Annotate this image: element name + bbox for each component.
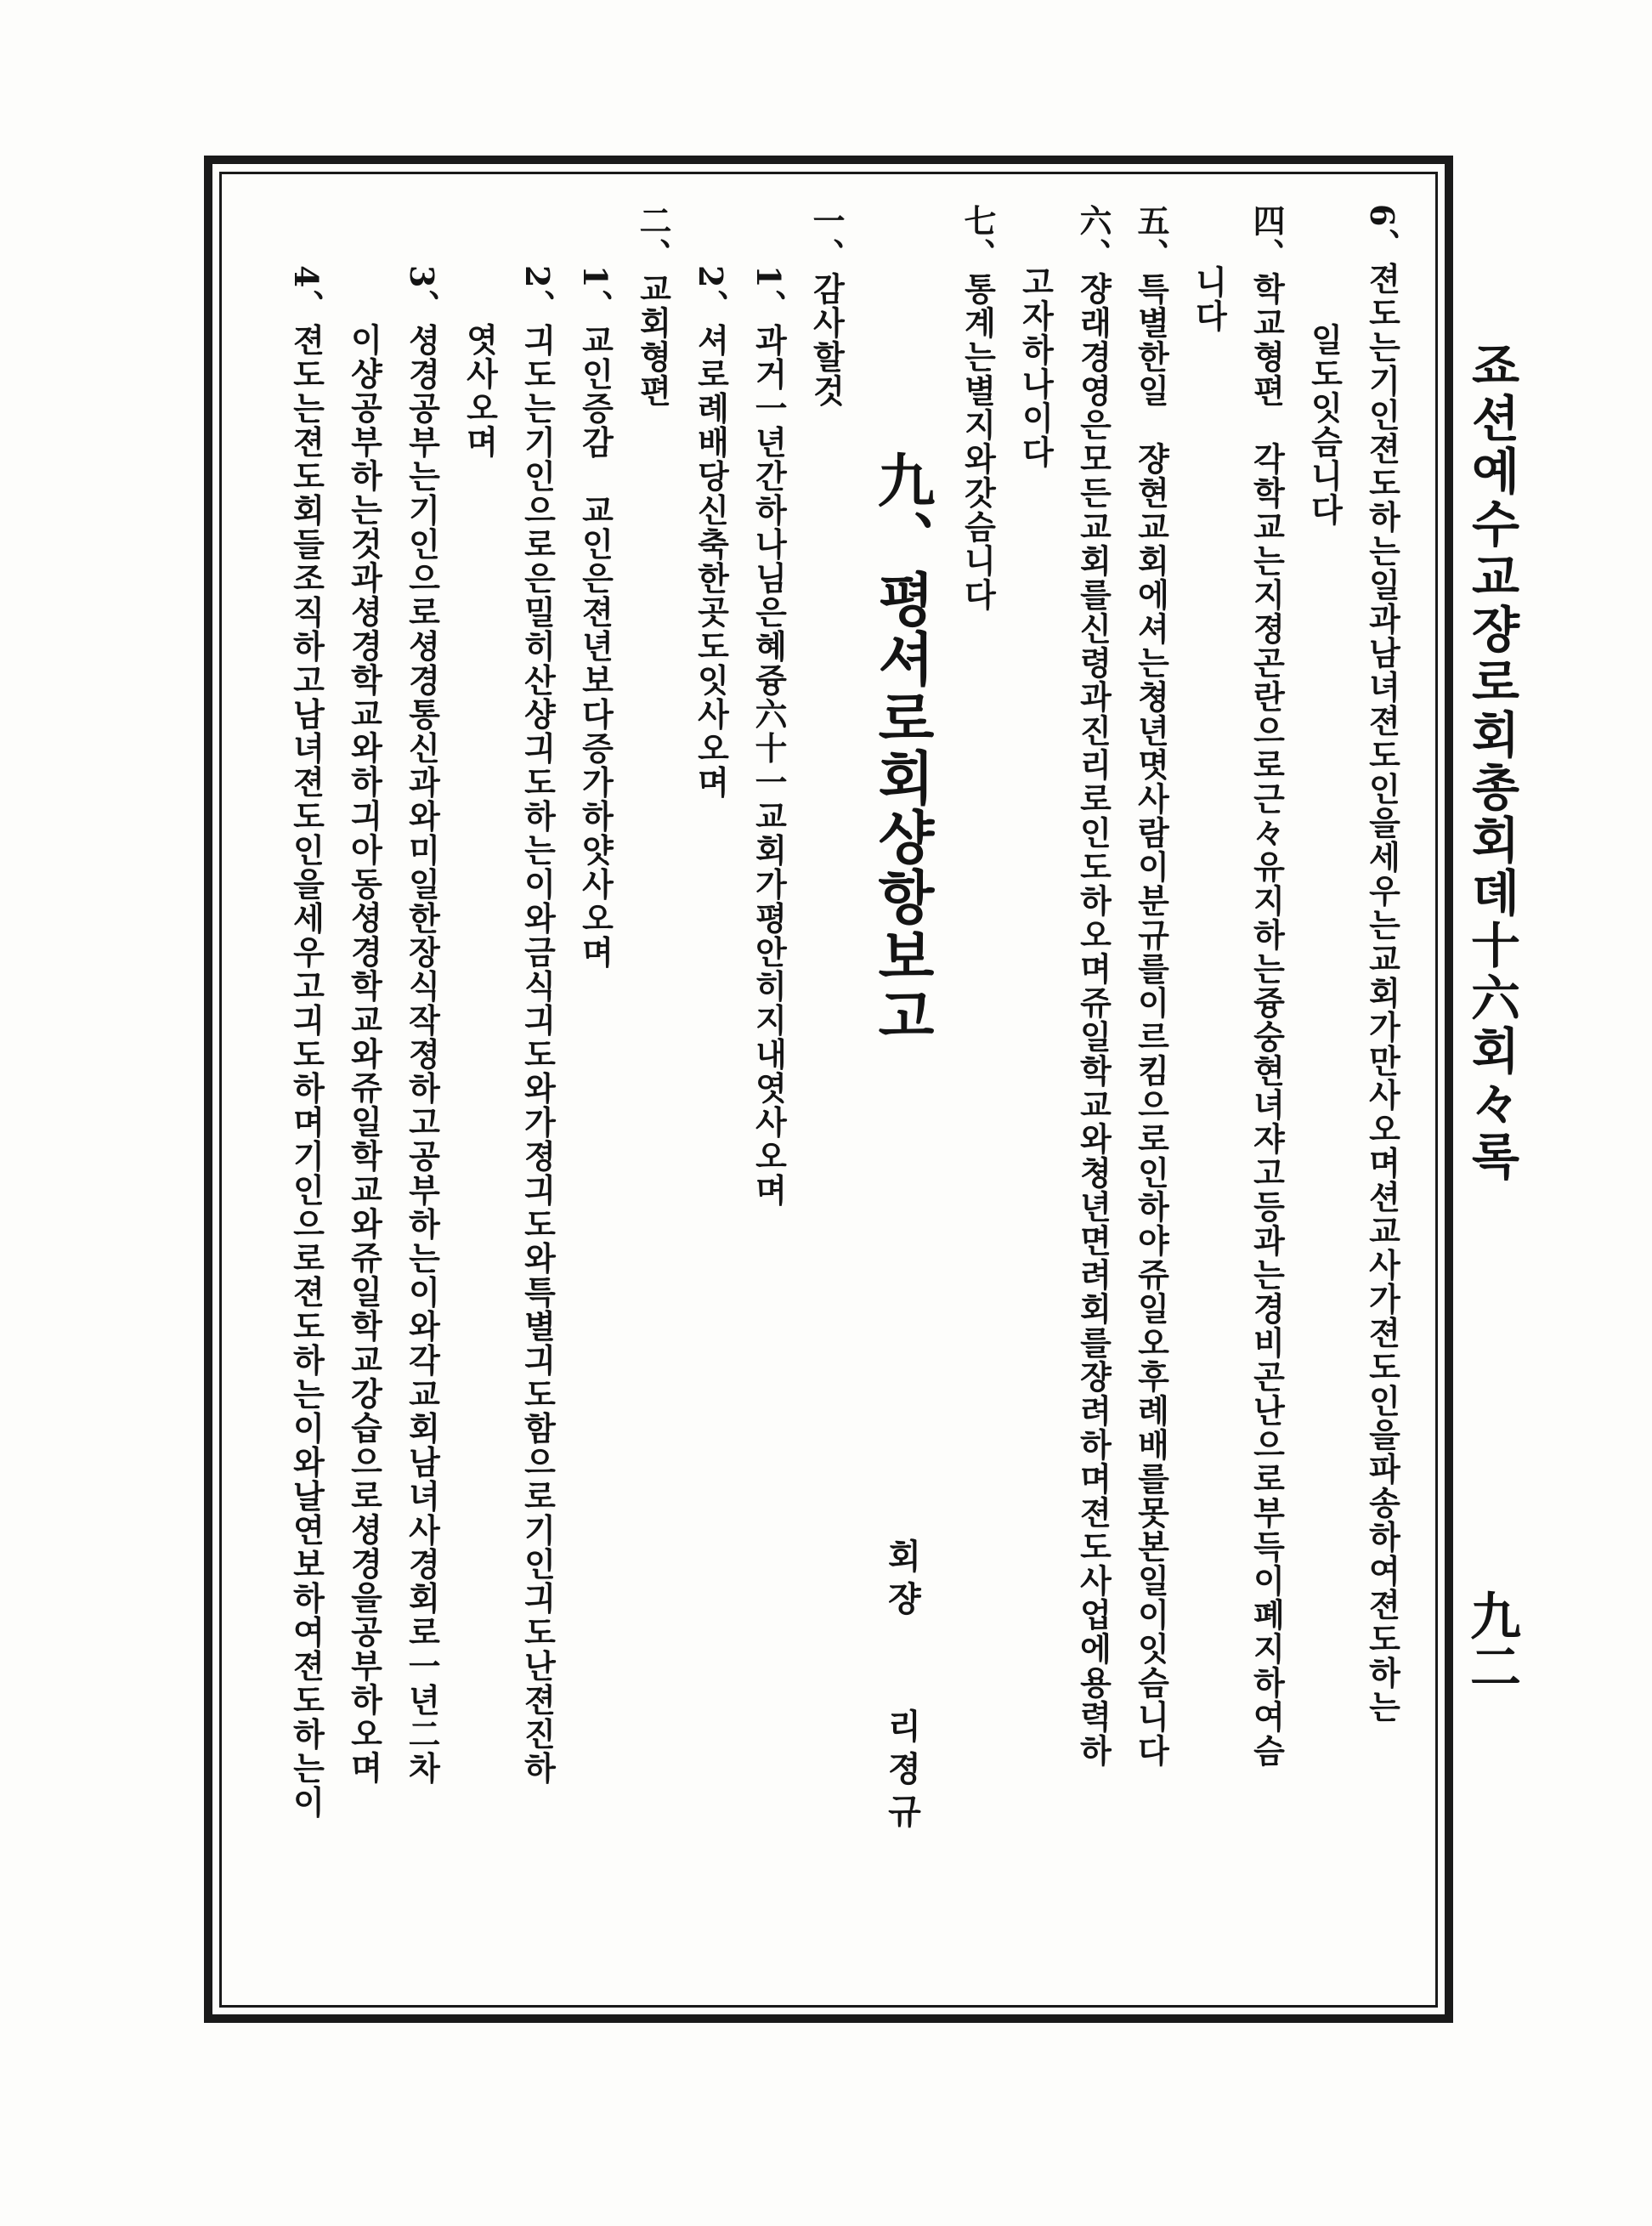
vertical-text-body: [246, 204, 1411, 1989]
running-header: 죠션예수교쟝로회총회뎨十六회々록: [1462, 340, 1520, 1183]
text-column-5: 五、특별한일 쟝현교회에셔는쳥년몃사람이분규를이르킴으로인하야쥬일오후례배를못본일이잇슴니다: [1132, 204, 1170, 1768]
text-column-13: 1、교인증감 교인은젼년보다증가하얏사오며: [576, 265, 614, 970]
signature-label: 회쟝: [882, 1538, 922, 1623]
text-column-17: 이샹공부하는것과셩경학교와하긔아동셩경학교와쥬일학교와쥬일학교강습으로셩경을공부하오며: [345, 323, 383, 1785]
text-column-4: 니다: [1190, 265, 1228, 333]
text-column-9: 一、감사할것: [807, 204, 846, 408]
text-column-14: 2、긔도는기인으로은밀히산샹긔도하는이와금식긔도와가졍긔도와특별긔도함으로기인긔도난젼진하: [518, 265, 557, 1786]
section-title: 九、평셔로회샹항보고: [868, 450, 936, 1045]
text-column-10: 1、과거一년간하나님은혜즁六十一교회가평안히지내엿사오며: [750, 265, 788, 1208]
text-column-8: 七、통계는별지와갓슴니다: [959, 204, 997, 612]
text-column-11: 2、셔로례배당신축한곳도잇사오며: [692, 265, 730, 800]
signature-name: 리졍규: [882, 1708, 922, 1836]
text-column-1: 6、젼도는기인젼도하는일과남녀젼도인을세우는교회가만사오며션교사가젼도인을파송하여젼도하는: [1363, 204, 1401, 1725]
text-column-3: 四、학교형편 각학교는지졍곤란으로근々유지하는즁숭현녀쟈고등과는경비곤난으로부득이폐지하여슴: [1247, 204, 1286, 1768]
text-column-7: 고자하나이다: [1016, 265, 1055, 469]
text-column-12: 二、교회형편: [634, 204, 672, 408]
text-column-6: 六、쟝래경영은모든교회를신령과진리로인도하오며쥬일학교와쳥년면려회를쟝려하며젼도사업에용력하: [1074, 204, 1112, 1768]
page-number: 九二: [1462, 1589, 1521, 1691]
text-column-2: 일도잇슴니다: [1305, 323, 1344, 527]
text-column-16: 3、셩경공부는기인으로셩경통신과와미일한장식작졍하고공부하는이와각교회남녀사경회로一년二차: [403, 265, 441, 1786]
text-column-15: 엿사오며: [461, 323, 499, 459]
section-title-column: [855, 204, 948, 1989]
signature: [855, 1538, 948, 1836]
text-column-18: 4、젼도는젼도회들조직하고남녀젼도인을세우고긔도하며기인으로젼도하는이와날연보하여젼도하는이: [287, 265, 325, 1820]
